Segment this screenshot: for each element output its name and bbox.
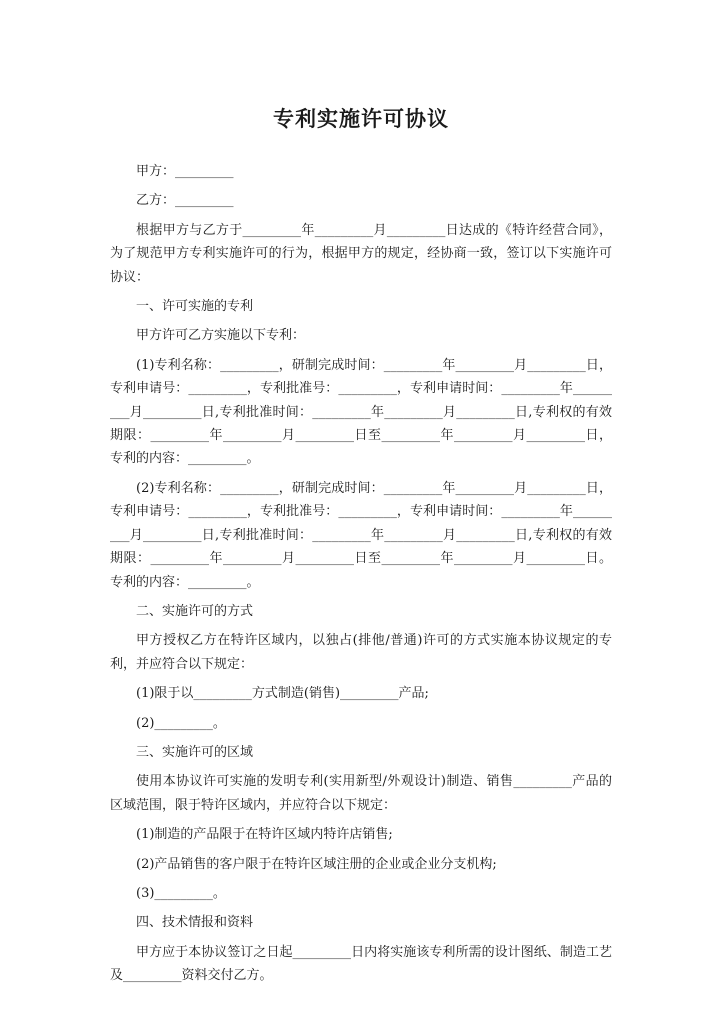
section-heading-4: 四、技术情报和资料 xyxy=(136,915,254,931)
document-page xyxy=(110,104,612,994)
section-3-item-1: (1)制造的产品限于在特许区域内特许店销售; xyxy=(136,827,393,843)
section-heading-3: 三、实施许可的区域 xyxy=(136,744,254,760)
patent-item-1: (1)专利名称：_________，研制完成时间：_________年_________月_________日，专利申请号：_________，专利批准号：_________，专利申请时间：_________年_________月_________日,专利批准时间：_________年_________月_________日,专利权的有效期限：_________年_________月_________日至_________年_________月_________日，专利的内容：_________。 xyxy=(110,357,612,467)
party-b-line: 乙方：_________ xyxy=(136,193,234,209)
preamble-paragraph: 根据甲方与乙方于_________年_________月_________日达成的《特许经营合同》，为了规范甲方专利实施许可的行为，根据甲方的规定，经协商一致，签订以下实施许可协议： xyxy=(110,222,612,285)
section-2-paragraph: 甲方授权乙方在特许区域内，以独占(排他/普通)许可的方式实施本协议规定的专利，并应符合以下规定： xyxy=(110,633,612,672)
patent-item-2: (2)专利名称：_________，研制完成时间：_________年_________月_________日，专利申请号：_________，专利批准号：_________，专利申请时间：_________年_________月_________日,专利批准时间：_________年_________月_________日,专利权的有效期限：_________年_________月_________日至_________年_________月_________日。专利的内容：_________。 xyxy=(110,480,612,590)
section-4-paragraph: 甲方应于本协议签订之日起_________日内将实施该专利所需的设计图纸、制造工艺及_________资料交付乙方。 xyxy=(110,944,612,984)
party-a-line: 甲方：_________ xyxy=(136,164,234,179)
section-heading-1: 一、许可实施的专利 xyxy=(136,299,254,315)
section-1-intro: 甲方许可乙方实施以下专利： xyxy=(136,328,306,344)
document-title: 专利实施许可协议 xyxy=(273,106,449,131)
section-2-item-1: (1)限于以_________方式制造(销售)_________产品; xyxy=(136,686,429,702)
section-3-item-2: (2)产品销售的客户限于在特许区域注册的企业或企业分支机构; xyxy=(136,856,497,872)
section-heading-2: 二、实施许可的方式 xyxy=(136,603,254,619)
section-3-item-3: (3)_________。 xyxy=(136,885,226,901)
section-2-item-2: (2)_________。 xyxy=(136,715,226,731)
section-3-paragraph: 使用本协议许可实施的发明专利(实用新型/外观设计)制造、销售_________产品的区域范围，限于特许区域内，并应符合以下规定： xyxy=(110,774,612,813)
